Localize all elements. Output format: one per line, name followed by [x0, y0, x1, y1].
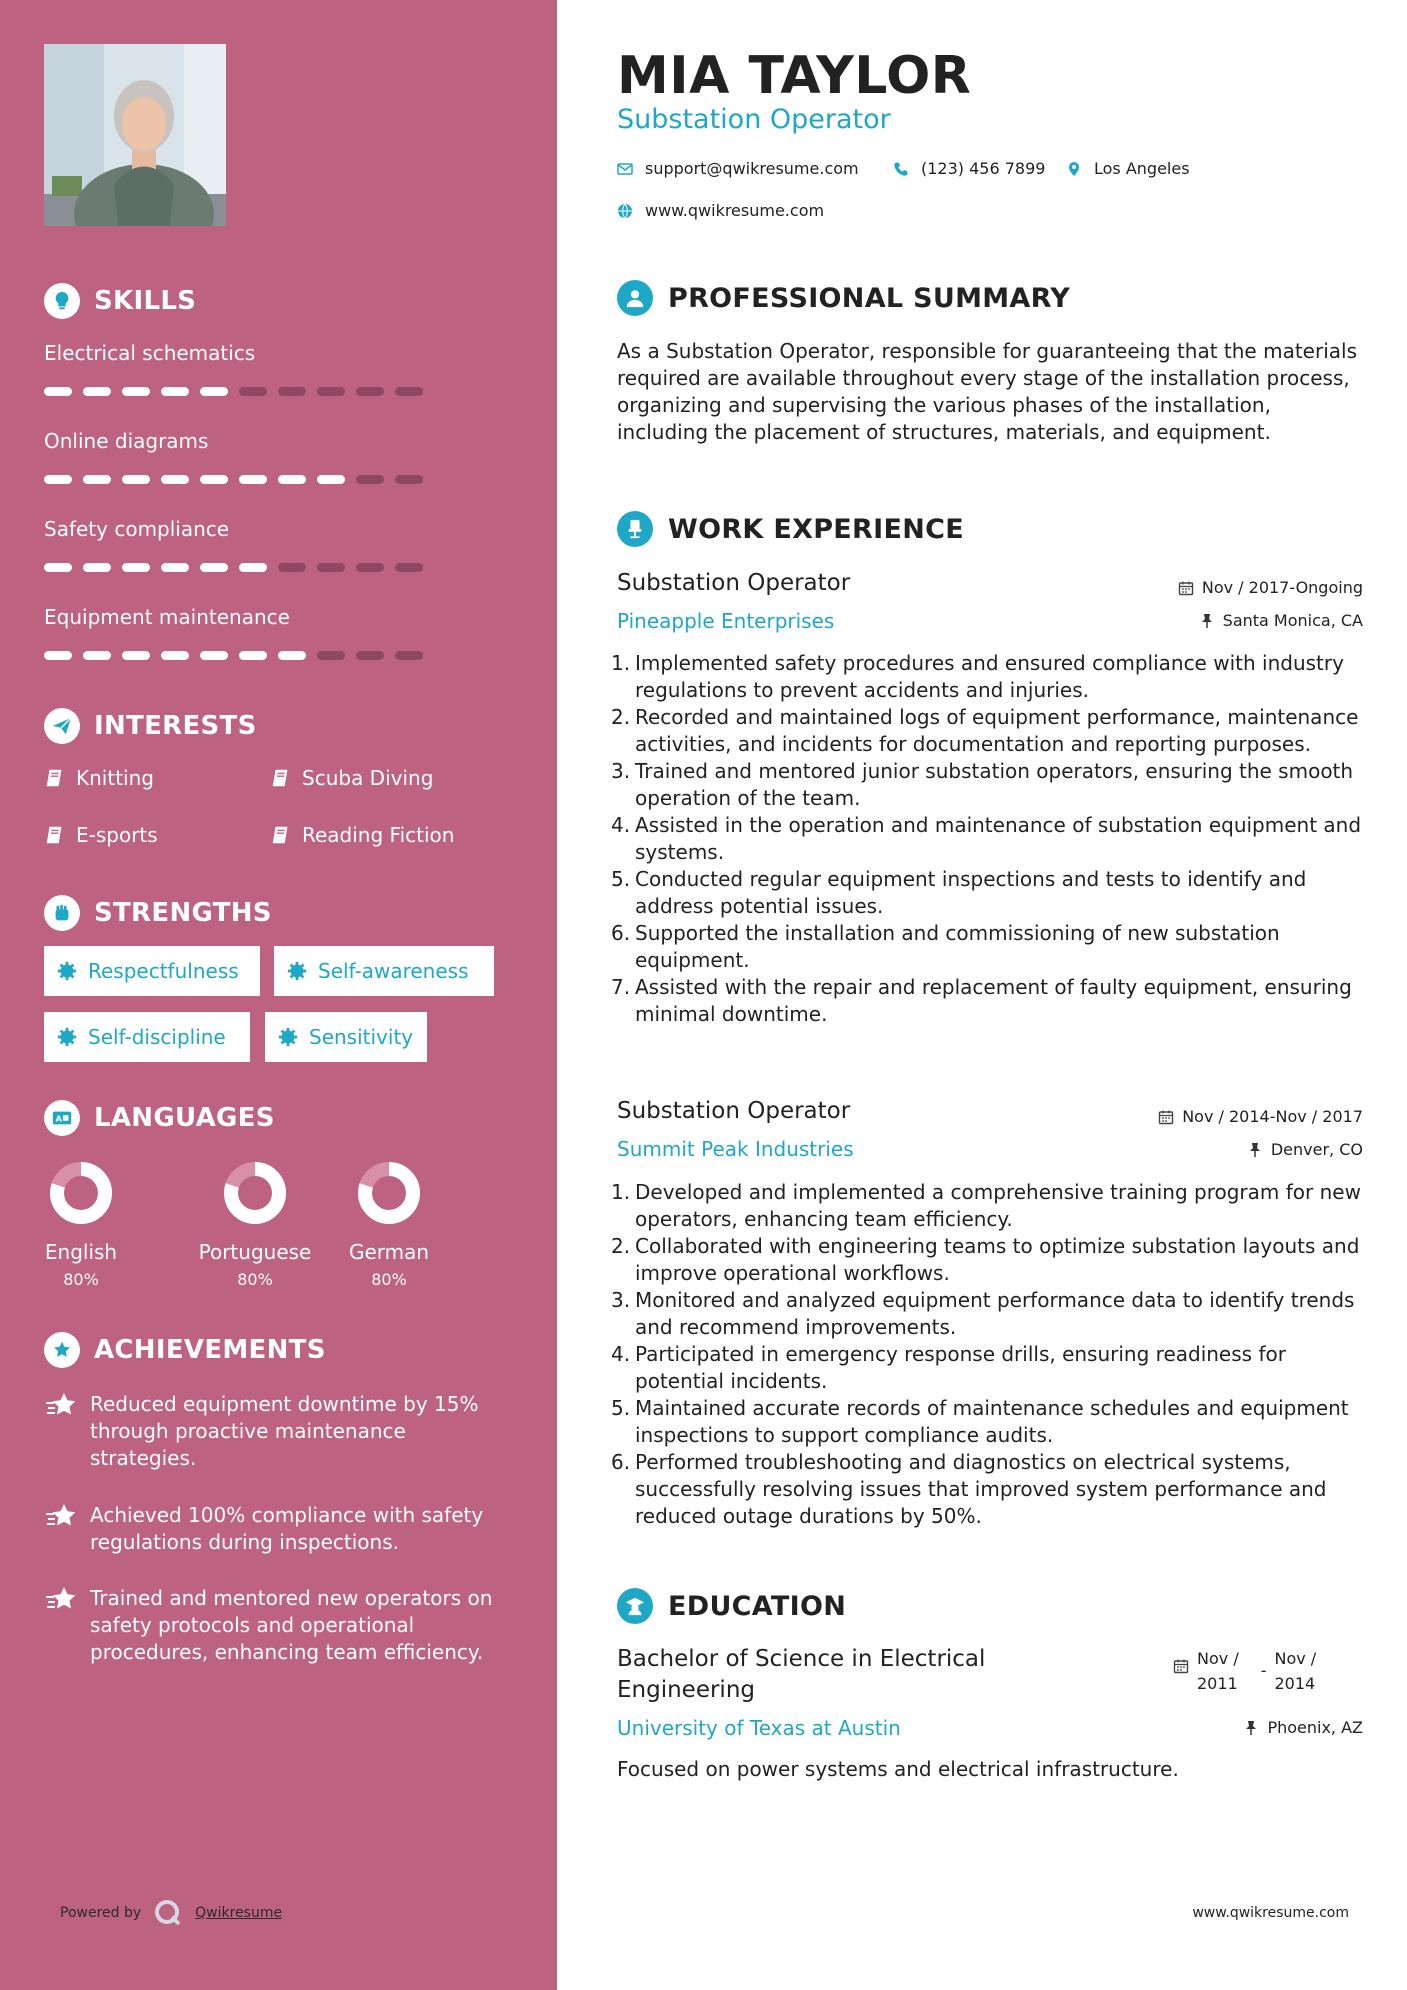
calendar-icon: [1158, 1109, 1174, 1125]
interest-item: [270, 823, 454, 847]
skill-segment-empty: [317, 387, 345, 396]
achievements-title: ACHIEVEMENTS: [94, 1335, 326, 1365]
language-name: English: [44, 1240, 118, 1264]
list-item: 4. Assisted in the operation and maintenance of substation equipment and systems.: [611, 813, 1362, 864]
strength-label: Self-discipline: [88, 1025, 226, 1049]
skill-segment-empty: [356, 563, 384, 572]
skill-segment-filled: [200, 475, 228, 484]
strength-chip: [44, 1012, 250, 1062]
interest-item: [270, 766, 433, 790]
language-item: [195, 1160, 315, 1289]
strength-chip: [274, 946, 494, 996]
achievement-text: Reduced equipment downtime by 15% through proactive maintenance strategies.: [90, 1392, 479, 1470]
language-item: [21, 1160, 141, 1289]
lightbulb-icon: [44, 283, 80, 319]
job-company: Summit Peak Industries: [617, 1137, 854, 1161]
job-bullets: [611, 1179, 1371, 1530]
achievements-heading: [44, 1332, 326, 1368]
education-start-year: 2011: [1197, 1674, 1238, 1693]
website-text: www.qwikresume.com: [645, 201, 825, 220]
skill-segment-filled: [278, 651, 306, 660]
email-text: support@qwikresume.com: [645, 159, 859, 178]
graduate-icon: [617, 1588, 653, 1624]
contact-email[interactable]: [617, 159, 859, 178]
office-chair-icon: [617, 511, 653, 547]
skill-segment-filled: [122, 475, 150, 484]
skill-segment-filled: [161, 563, 189, 572]
skill-rating-bar: [44, 475, 424, 484]
skill-segment-empty: [356, 475, 384, 484]
achievement-item: [44, 1585, 504, 1666]
calendar-icon: [1178, 580, 1194, 596]
job-title: Substation Operator: [617, 570, 851, 596]
powered-by: [60, 1898, 282, 1928]
skill-segment-filled: [122, 387, 150, 396]
education-end-month: Nov /: [1274, 1649, 1317, 1668]
skill-name: Safety compliance: [44, 517, 230, 541]
language-progress-ring: [222, 1160, 288, 1226]
pushpin-icon: [1243, 1720, 1259, 1736]
achievement-item: [44, 1391, 504, 1472]
skill-segment-filled: [83, 387, 111, 396]
job-company: Pineapple Enterprises: [617, 609, 835, 633]
skill-item: [44, 516, 424, 572]
envelope-icon: [617, 161, 633, 177]
candidate-name: MIA TAYLOR: [617, 46, 972, 106]
list-item: 2. Collaborated with engineering teams to optimize substation layouts and improve operational workflows.: [611, 1234, 1360, 1285]
skill-segment-filled: [161, 387, 189, 396]
interest-item: [44, 766, 154, 790]
phone-icon: [893, 161, 909, 177]
skill-segment-empty: [395, 563, 423, 572]
contact-phone[interactable]: [893, 159, 1045, 178]
skill-rating-bar: [44, 651, 424, 660]
list-item: 6. Supported the installation and commissioning of new substation equipment.: [611, 921, 1280, 972]
skill-segment-filled: [239, 651, 267, 660]
language-progress-ring: [48, 1160, 114, 1226]
skill-segment-empty: [395, 387, 423, 396]
work-heading: [617, 511, 964, 547]
star-badge-icon: [44, 1332, 80, 1368]
achievement-item: [44, 1502, 504, 1556]
skill-segment-filled: [44, 475, 72, 484]
skill-segment-filled: [239, 563, 267, 572]
job-dates: [1158, 1107, 1363, 1126]
interest-label: E-sports: [76, 823, 158, 847]
map-pin-icon: [1066, 161, 1082, 177]
education-start-month: Nov /: [1197, 1649, 1239, 1668]
skill-segment-filled: [83, 563, 111, 572]
skill-segment-empty: [278, 387, 306, 396]
skill-segment-empty: [317, 651, 345, 660]
language-percent: 80%: [371, 1270, 407, 1289]
gear-badge-icon: [56, 1026, 78, 1048]
svg-text:A: A: [55, 1113, 62, 1124]
calendar-icon: [1173, 1658, 1189, 1674]
education-dates: [1173, 1646, 1316, 1696]
education-end-year: 2014: [1274, 1674, 1316, 1693]
job-bullets: [611, 650, 1371, 1028]
footer-website[interactable]: www.qwikresume.com: [1192, 1905, 1349, 1921]
sidebar: [0, 0, 557, 1990]
fist-icon: [44, 895, 80, 931]
book-icon: [270, 767, 292, 789]
skill-segment-empty: [239, 387, 267, 396]
language-percent: 80%: [237, 1270, 273, 1289]
skill-segment-empty: [395, 651, 423, 660]
book-icon: [44, 767, 66, 789]
education-degree: Bachelor of Science in Electrical Engineering: [617, 1646, 986, 1703]
education-heading: [617, 1588, 846, 1624]
language-name: German: [348, 1240, 430, 1264]
education-title: EDUCATION: [668, 1590, 847, 1622]
language-card-icon: [44, 1100, 80, 1136]
job-title: Substation Operator: [617, 1098, 851, 1124]
achievement-text: Achieved 100% compliance with safety regulations during inspections.: [90, 1503, 484, 1554]
strength-label: Respectfulness: [88, 959, 239, 983]
pushpin-icon: [1199, 613, 1215, 629]
summary-heading: [617, 280, 1070, 316]
strength-chip: [44, 946, 260, 996]
user-icon: [617, 280, 653, 316]
profile-photo: [44, 44, 226, 226]
skills-title: SKILLS: [94, 286, 197, 316]
list-item: 1. Developed and implemented a comprehensive training program for new operators, enhancing team efficiency.: [611, 1180, 1361, 1231]
list-item: 7. Assisted with the repair and replacement of faulty equipment, ensuring minimal downtime.: [611, 975, 1352, 1026]
job-location: [1247, 1140, 1363, 1159]
skill-segment-filled: [317, 475, 345, 484]
interests-heading: [44, 708, 257, 744]
qwikresume-link[interactable]: Qwikresume: [195, 1905, 283, 1921]
paper-plane-icon: [44, 708, 80, 744]
summary-text: As a Substation Operator, responsible for guaranteeing that the materials required are available throughout every stage of the installation process, organizing and supervising the various phases of the installation, including the placement of structures, materials, and equipment.: [617, 339, 1357, 444]
skill-segment-empty: [395, 475, 423, 484]
education-school: University of Texas at Austin: [617, 1716, 901, 1740]
strengths-heading: [44, 895, 272, 931]
list-item: 5. Conducted regular equipment inspections and tests to identify and address potential issues.: [611, 867, 1307, 918]
skill-segment-filled: [161, 651, 189, 660]
interest-label: Scuba Diving: [302, 766, 434, 790]
globe-icon: [617, 203, 633, 219]
language-name: Portuguese: [198, 1240, 312, 1264]
list-item: 3. Trained and mentored junior substation operators, ensuring the smooth operation of the team.: [611, 759, 1354, 810]
job-dates-text: Nov / 2017-Ongoing: [1201, 578, 1363, 597]
summary-title: PROFESSIONAL SUMMARY: [668, 282, 1071, 314]
languages-heading: [44, 1100, 275, 1136]
skill-segment-filled: [239, 475, 267, 484]
contact-website[interactable]: [617, 201, 824, 220]
job-location-text: Santa Monica, CA: [1222, 611, 1363, 630]
strength-chip: [265, 1012, 427, 1062]
skill-segment-empty: [278, 563, 306, 572]
education-location-text: Phoenix, AZ: [1267, 1718, 1363, 1737]
interest-label: Knitting: [76, 766, 154, 790]
skill-segment-filled: [44, 563, 72, 572]
list-item: 6. Performed troubleshooting and diagnostics on electrical systems, successfully resolving issues that improved system performance and reduced outage durations by 50%.: [611, 1450, 1327, 1528]
qwikresume-logo-icon: [153, 1898, 183, 1928]
job-location-text: Denver, CO: [1270, 1140, 1363, 1159]
pushpin-icon: [1247, 1142, 1263, 1158]
interest-item: [44, 823, 158, 847]
job-dates: [1178, 578, 1363, 597]
skill-name: Equipment maintenance: [44, 605, 290, 629]
interest-label: Reading Fiction: [302, 823, 455, 847]
skill-rating-bar: [44, 387, 424, 396]
job-dates-text: Nov / 2014-Nov / 2017: [1182, 1107, 1363, 1126]
achievement-text: Trained and mentored new operators on safety protocols and operational procedures, enhancing team efficiency.: [90, 1586, 493, 1664]
skill-segment-filled: [200, 387, 228, 396]
skill-item: [44, 340, 424, 396]
phone-text: (123) 456 7899: [921, 159, 1046, 178]
trophy-star-icon: [44, 1583, 78, 1617]
skill-segment-filled: [200, 651, 228, 660]
gear-badge-icon: [277, 1026, 299, 1048]
skill-segment-filled: [122, 651, 150, 660]
skill-name: Online diagrams: [44, 429, 209, 453]
skill-segment-empty: [356, 387, 384, 396]
list-item: 4. Participated in emergency response drills, ensuring readiness for potential incidents.: [611, 1342, 1286, 1393]
skill-segment-empty: [317, 563, 345, 572]
strength-label: Self-awareness: [318, 959, 469, 983]
skills-heading: [44, 283, 196, 319]
skill-segment-filled: [83, 475, 111, 484]
list-item: 1. Implemented safety procedures and ensured compliance with industry regulations to prevent accidents and injuries.: [611, 651, 1344, 702]
language-item: [329, 1160, 449, 1289]
education-description: Focused on power systems and electrical infrastructure.: [617, 1757, 1179, 1781]
skill-segment-filled: [83, 651, 111, 660]
trophy-star-icon: [44, 1500, 78, 1534]
gear-badge-icon: [56, 960, 78, 982]
skill-rating-bar: [44, 563, 424, 572]
strengths-title: STRENGTHS: [94, 898, 272, 928]
job-location: [1199, 611, 1363, 630]
language-percent: 80%: [63, 1270, 99, 1289]
strength-label: Sensitivity: [309, 1025, 414, 1049]
location-text: Los Angeles: [1094, 159, 1190, 178]
skill-segment-filled: [278, 475, 306, 484]
list-item: 3. Monitored and analyzed equipment performance data to identify trends and recommend improvements.: [611, 1288, 1355, 1339]
skill-segment-filled: [122, 563, 150, 572]
skill-segment-filled: [44, 387, 72, 396]
gear-badge-icon: [286, 960, 308, 982]
skill-segment-filled: [161, 475, 189, 484]
book-icon: [270, 824, 292, 846]
trophy-star-icon: [44, 1389, 78, 1423]
skill-name: Electrical schematics: [44, 341, 256, 365]
powered-by-label: Powered by: [60, 1905, 142, 1921]
education-location: [1243, 1718, 1363, 1737]
languages-title: LANGUAGES: [94, 1103, 275, 1133]
list-item: 5. Maintained accurate records of maintenance schedules and equipment inspections to support compliance audits.: [611, 1396, 1349, 1447]
skill-item: [44, 604, 424, 660]
list-item: 2. Recorded and maintained logs of equipment performance, maintenance activities, and incidents for documentation and reporting purposes.: [611, 705, 1359, 756]
interests-title: INTERESTS: [94, 711, 257, 741]
candidate-title: Substation Operator: [617, 104, 891, 135]
skill-segment-filled: [44, 651, 72, 660]
work-title: WORK EXPERIENCE: [668, 513, 964, 545]
book-icon: [44, 824, 66, 846]
skill-item: [44, 428, 424, 484]
skill-segment-filled: [200, 563, 228, 572]
skill-segment-empty: [356, 651, 384, 660]
education-date-separator: -: [1260, 1661, 1267, 1680]
language-progress-ring: [356, 1160, 422, 1226]
contact-location: [1066, 159, 1190, 178]
